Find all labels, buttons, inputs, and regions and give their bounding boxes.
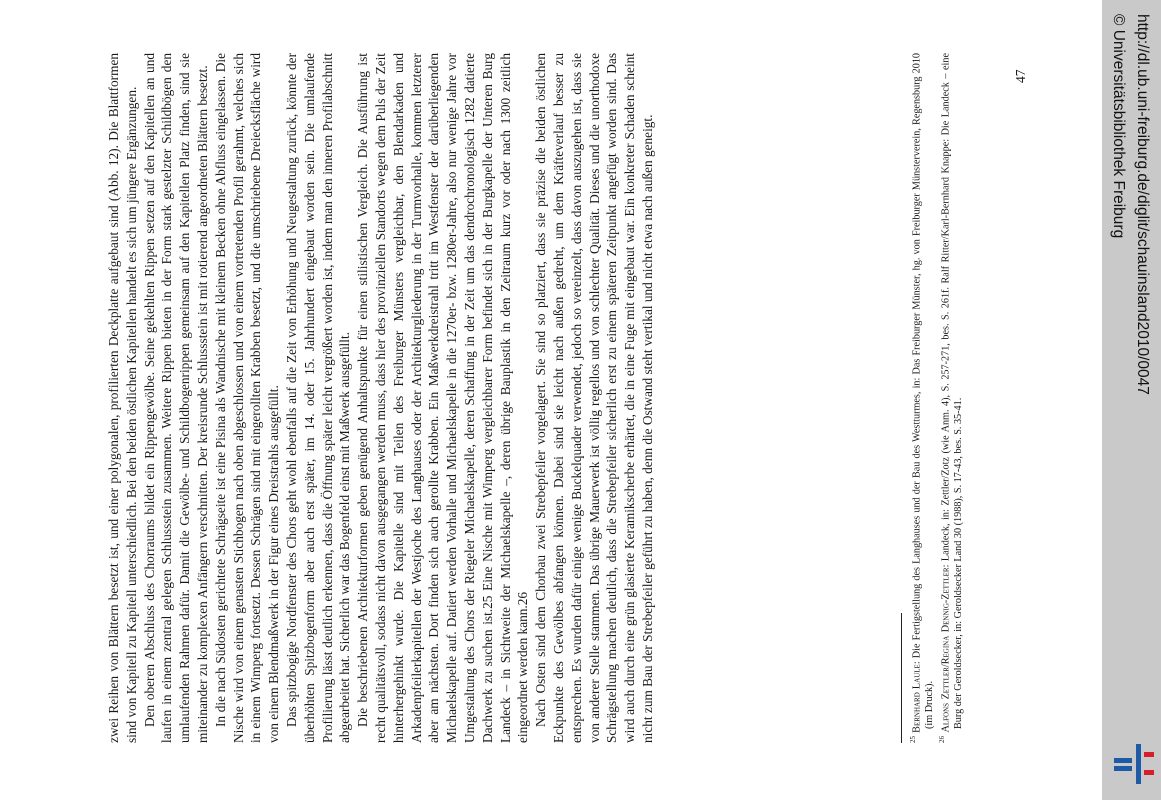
- footnotes: [907, 53, 965, 743]
- source-url-link[interactable]: http://dl.ub.uni-freiburg.de/diglit/schauinsland2010/0047: [1134, 14, 1151, 395]
- logo-bar: [1144, 770, 1154, 775]
- page-number: 47: [1013, 69, 1028, 83]
- paragraph: In die nach Südosten gerichtete Schrägseite ist eine Pisina als Wandnische mit kleinem Becken ohne Abfluss eingelassen. Die Nische wird von einem genasten Stichbogen nach oben abgeschlossen und von einem vortretenden Profil gerahmt, welches sich in einem Wimperg fortsetzt. Dessen Schrägen sind mit eingerollten Krabben besetzt, und die umschriebene Dreiecksfläche wird von einem Blendmaßwerk in der Figur eines Dreistrahls ausgefüllt.: [212, 53, 282, 743]
- body-text: [105, 53, 657, 743]
- footnote-author: Alfons Zettler/Regina Dennig-Zettler: [940, 567, 952, 733]
- logo-bar: [1136, 744, 1141, 784]
- footnote: [936, 53, 965, 743]
- footnote-text: : Die Fertigstellung des Langhauses und der Bau des Westturmes, in: Das Freiburger Münster, hg. von Freiburger Münsterverein, Regensburg 2010 (im Druck).: [911, 52, 935, 729]
- sidebar-text: [1102, 0, 1161, 800]
- footnote: [907, 52, 936, 743]
- copyright-notice: © Universitätsbibliothek Freiburg: [1110, 14, 1127, 239]
- logo-bar: [1114, 758, 1132, 763]
- logo-bar: [1144, 752, 1154, 757]
- university-library-logo: [1112, 740, 1156, 788]
- footnote-number: 26: [938, 736, 947, 743]
- logo-bar: [1114, 766, 1132, 771]
- footnote-divider: [901, 613, 902, 743]
- paragraph: Die beschriebenen Architekturformen geben genügend Anhaltspunkte für einen stilistischen Vergleich. Die Ausführung ist recht qualitätsvoll, sodass nicht davon ausgegangen werden muss, dass hier des provinziellen Standorts wegen dem Puls der Zeit hinterhergehinkt wurde. Die Kapitelle sind mit Teilen des Freiburger Münsters vergleichbar, den Blendarkaden und Arkadenpfeilerkapitellen der Westjoche des Langhauses oder der Architekturgliederung in der Turmvorhalle, kommen letzterer aber am nächsten. Dort finden sich auch gerollte Krabben. Ein Maßwerkdreistrahl tritt im Westfenster der darüberliegenden Michaelskapelle auf. Datiert werden Vorhalle und Michaelskapelle in die 1270er- bzw. 1280er-Jahre, also nur wenige Jahre vor Umgestaltung des Chors der Riegeler Michaelskapelle, deren Schaffung in der Zeit um das dendrochronologisch 1282 datierte Dachwerk zu suchen ist.25 Eine Nische mit Wimperg vergleichbarer Form befindet sich in der Burgkapelle der Unteren Burg Landeck – in Sichtweite der Michaelskapelle –, deren übrige Bauplastik in den Zeitraum kurz vor oder nach 1300 zeitlich eingeordnet werden kann.26: [355, 53, 531, 743]
- paragraph: zwei Reihen von Blättern besetzt ist, und einer polygonalen, profilierten Deckplatte aufgebaut sind (Abb. 12). Die Blattformen sind von Kapitell zu Kapitell unterschiedlich. Bei den beiden östlichen Kapitellen handelt es sich um jüngere Ergänzungen.: [106, 53, 139, 743]
- rotated-page-content: [105, 53, 1090, 743]
- paragraph: Nach Osten sind dem Chorbau zwei Strebepfeiler vorgelagert. Sie sind so platziert, dass sie präzise die beiden östlichen Eckpunkte des Gewölbes abfangen können. Dabei sind sie leicht nach außen gedreht, um dem Kräfteverlauf besser zu entsprechen. Es wurden dafür einige wenige Buckelquader verwendet, jedoch so vereinzelt, dass davon auszugehen ist, dass sie von anderer Stelle stammen. Das übrige Mauerwerk ist völlig regellos und von schlechter Qualität. Dieses und die unorthodoxe Schrägstellung machen deutlich, dass die Strebepfeiler sicherlich erst zu einem späteren Zeitpunkt angefügt worden sind. Das wird auch durch eine grün glasierte Keramikscherbe erhärtet, die in eine Fuge mit eingebaut war. Ein konkreter Schaden scheint nicht zum Bau der Strebepfeiler geführt zu haben, denn die Ostwand steht vertikal und nicht etwa nach außen geneigt.: [533, 53, 655, 743]
- paragraph: Das spitzbogige Nordfenster des Chors geht wohl ebenfalls auf die Zeit von Erhöhung und Neugestaltung zurück, könnte der überhöhten Spitzbogenform aber auch erst später, im 14. oder 15. Jahrhundert eingebaut worden sein. Die umlaufende Profilierung lässt deutlich erkennen, dass die Öffnung später leicht vergrößert worden ist, indem man den inneren Profilabschnitt abgearbeitet hat. Sicherlich war das Bogenfeld einst mit Maßwerk ausgefüllt.: [283, 53, 353, 743]
- footnote-author: Bernhard Laule: [911, 664, 923, 733]
- footnote-number: 25: [909, 736, 917, 743]
- footnote-text: : Landeck, in: Zettler/Zotz (wie Anm. 4), S. 257-271, bes. S. 261f. Ralf Ritter/Karl-Bernhard Knappe: Die Landeck – eine Burg der Geroldsecker, in: Geroldsecker Land 30 (1988), S. 17-43, bes. S. 35-41.: [940, 53, 964, 729]
- paragraph: Den oberen Abschluss des Chorraums bildet ein Rippengewölbe. Seine gekehlten Rippen setzen auf den Kapitellen an und laufen in einem zentral gelegen Schlussstein zusammen. Weitere Rippen bieten in der Form stark gestelzter Schildbögen den umlaufenden Rahmen dafür. Damit die Gewölbe- und Schildbogenrippen gemeinsam auf den Kapitellen Platz finden, sind sie miteinander zu komplexen Anfängern verschnitten. Der kreisrunde Schlussstein ist mit rotierend angeordneten Blättern besetzt.: [141, 53, 210, 743]
